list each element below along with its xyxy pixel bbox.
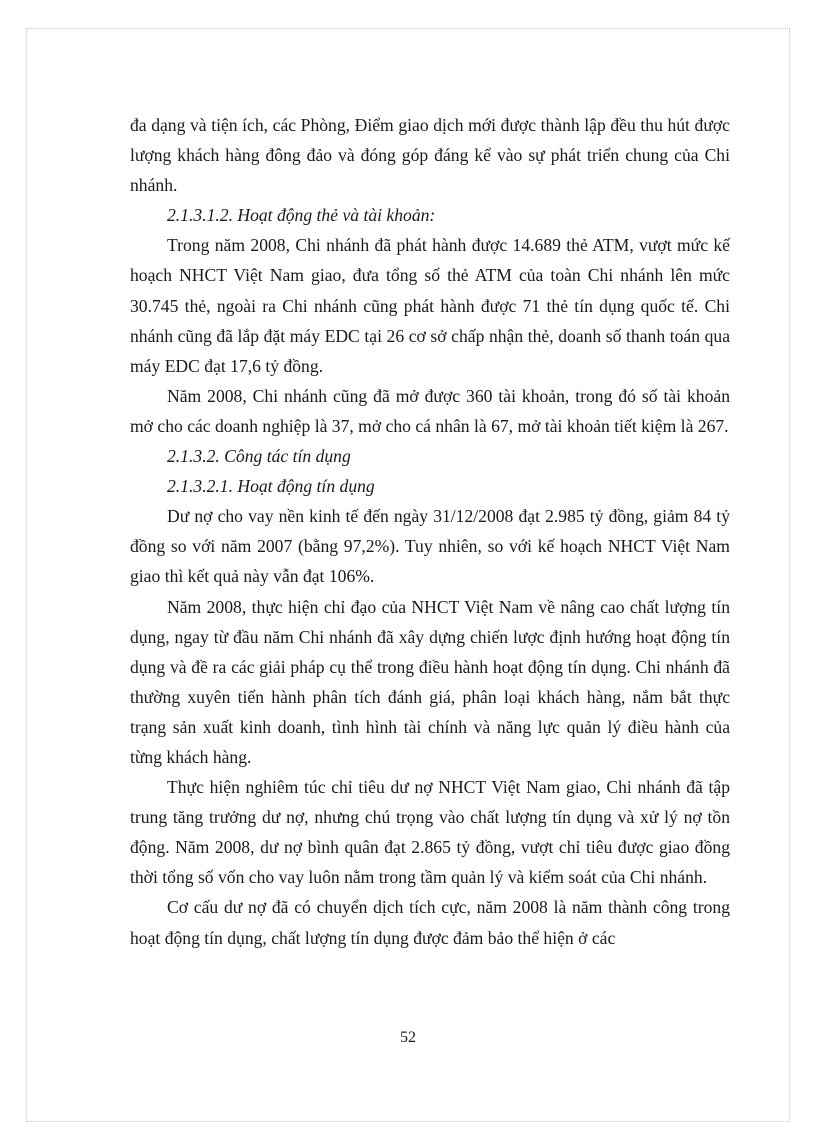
paragraph-credit-targets: Thực hiện nghiêm túc chỉ tiêu dư nợ NHCT Việt Nam giao, Chi nhánh đã tập trung tăng trưởng dư nợ, nhưng chú trọng vào chất lượng tín dụng và xử lý nợ tồn động. Năm 2008, dư nợ bình quân đạt 2.865 tỷ đồng, vượt chỉ tiêu được giao đồng thời tổng số vốn cho vay luôn nằm trong tầm quản lý và kiểm soát của Chi nhánh. <box>130 777 730 888</box>
page-content <box>130 110 730 953</box>
section-heading-card-accounts: 2.1.3.1.2. Hoạt động thẻ và tài khoản: <box>167 205 436 226</box>
paragraph-credit-quality: Năm 2008, thực hiện chỉ đạo của NHCT Việt Nam về nâng cao chất lượng tín dụng, ngay từ đầu năm Chi nhánh đã xây dựng chiến lược định hướng hoạt động tín dụng và đề ra các giải pháp cụ thể trong điều hành hoạt động tín dụng. Chi nhánh đã thường xuyên tiến hành phân tích đánh giá, phân loại khách hàng, nắm bắt thực trạng sản xuất kinh doanh, tình hình tài chính và năng lực quản lý điều hành của từng khách hàng. <box>130 596 730 767</box>
paragraph-loan-structure: Cơ cấu dư nợ đã có chuyển dịch tích cực, năm 2008 là năm thành công trong hoạt động tín dụng, chất lượng tín dụng được đảm bảo thể hiện ở các <box>130 897 730 948</box>
paragraph-atm-cards: Trong năm 2008, Chi nhánh đã phát hành được 14.689 thẻ ATM, vượt mức kế hoạch NHCT Việt Nam giao, đưa tổng số thẻ ATM của toàn Chi nhánh lên mức 30.745 thẻ, ngoài ra Chi nhánh cũng phát hành được 71 thẻ tín dụng quốc tế. Chi nhánh cũng đã lắp đặt máy EDC tại 26 cơ sở chấp nhận thẻ, doanh số thanh toán qua máy EDC đạt 17,6 tỷ đồng. <box>130 235 730 376</box>
paragraph-loan-balance: Dư nợ cho vay nền kinh tế đến ngày 31/12/2008 đạt 2.985 tỷ đồng, giảm 84 tỷ đồng so với năm 2007 (bằng 97,2%). Tuy nhiên, so với kế hoạch NHCT Việt Nam giao thì kết quả này vẫn đạt 106%. <box>130 506 730 587</box>
paragraph-intro-continuation: đa dạng và tiện ích, các Phòng, Điểm giao dịch mới được thành lập đều thu hút được lượng khách hàng đông đảo và đóng góp đáng kể vào sự phát triển chung của Chi nhánh. <box>130 115 730 196</box>
paragraph-accounts-opened: Năm 2008, Chi nhánh cũng đã mở được 360 tài khoản, trong đó số tài khoản mở cho các doanh nghiệp là 37, mở cho cá nhân là 67, mở tài khoản tiết kiệm là 267. <box>130 385 730 436</box>
page-number: 52 <box>400 1029 416 1046</box>
section-heading-credit-activity: 2.1.3.2.1. Hoạt động tín dụng <box>167 476 375 497</box>
section-heading-credit-work: 2.1.3.2. Công tác tín dụng <box>167 446 351 467</box>
